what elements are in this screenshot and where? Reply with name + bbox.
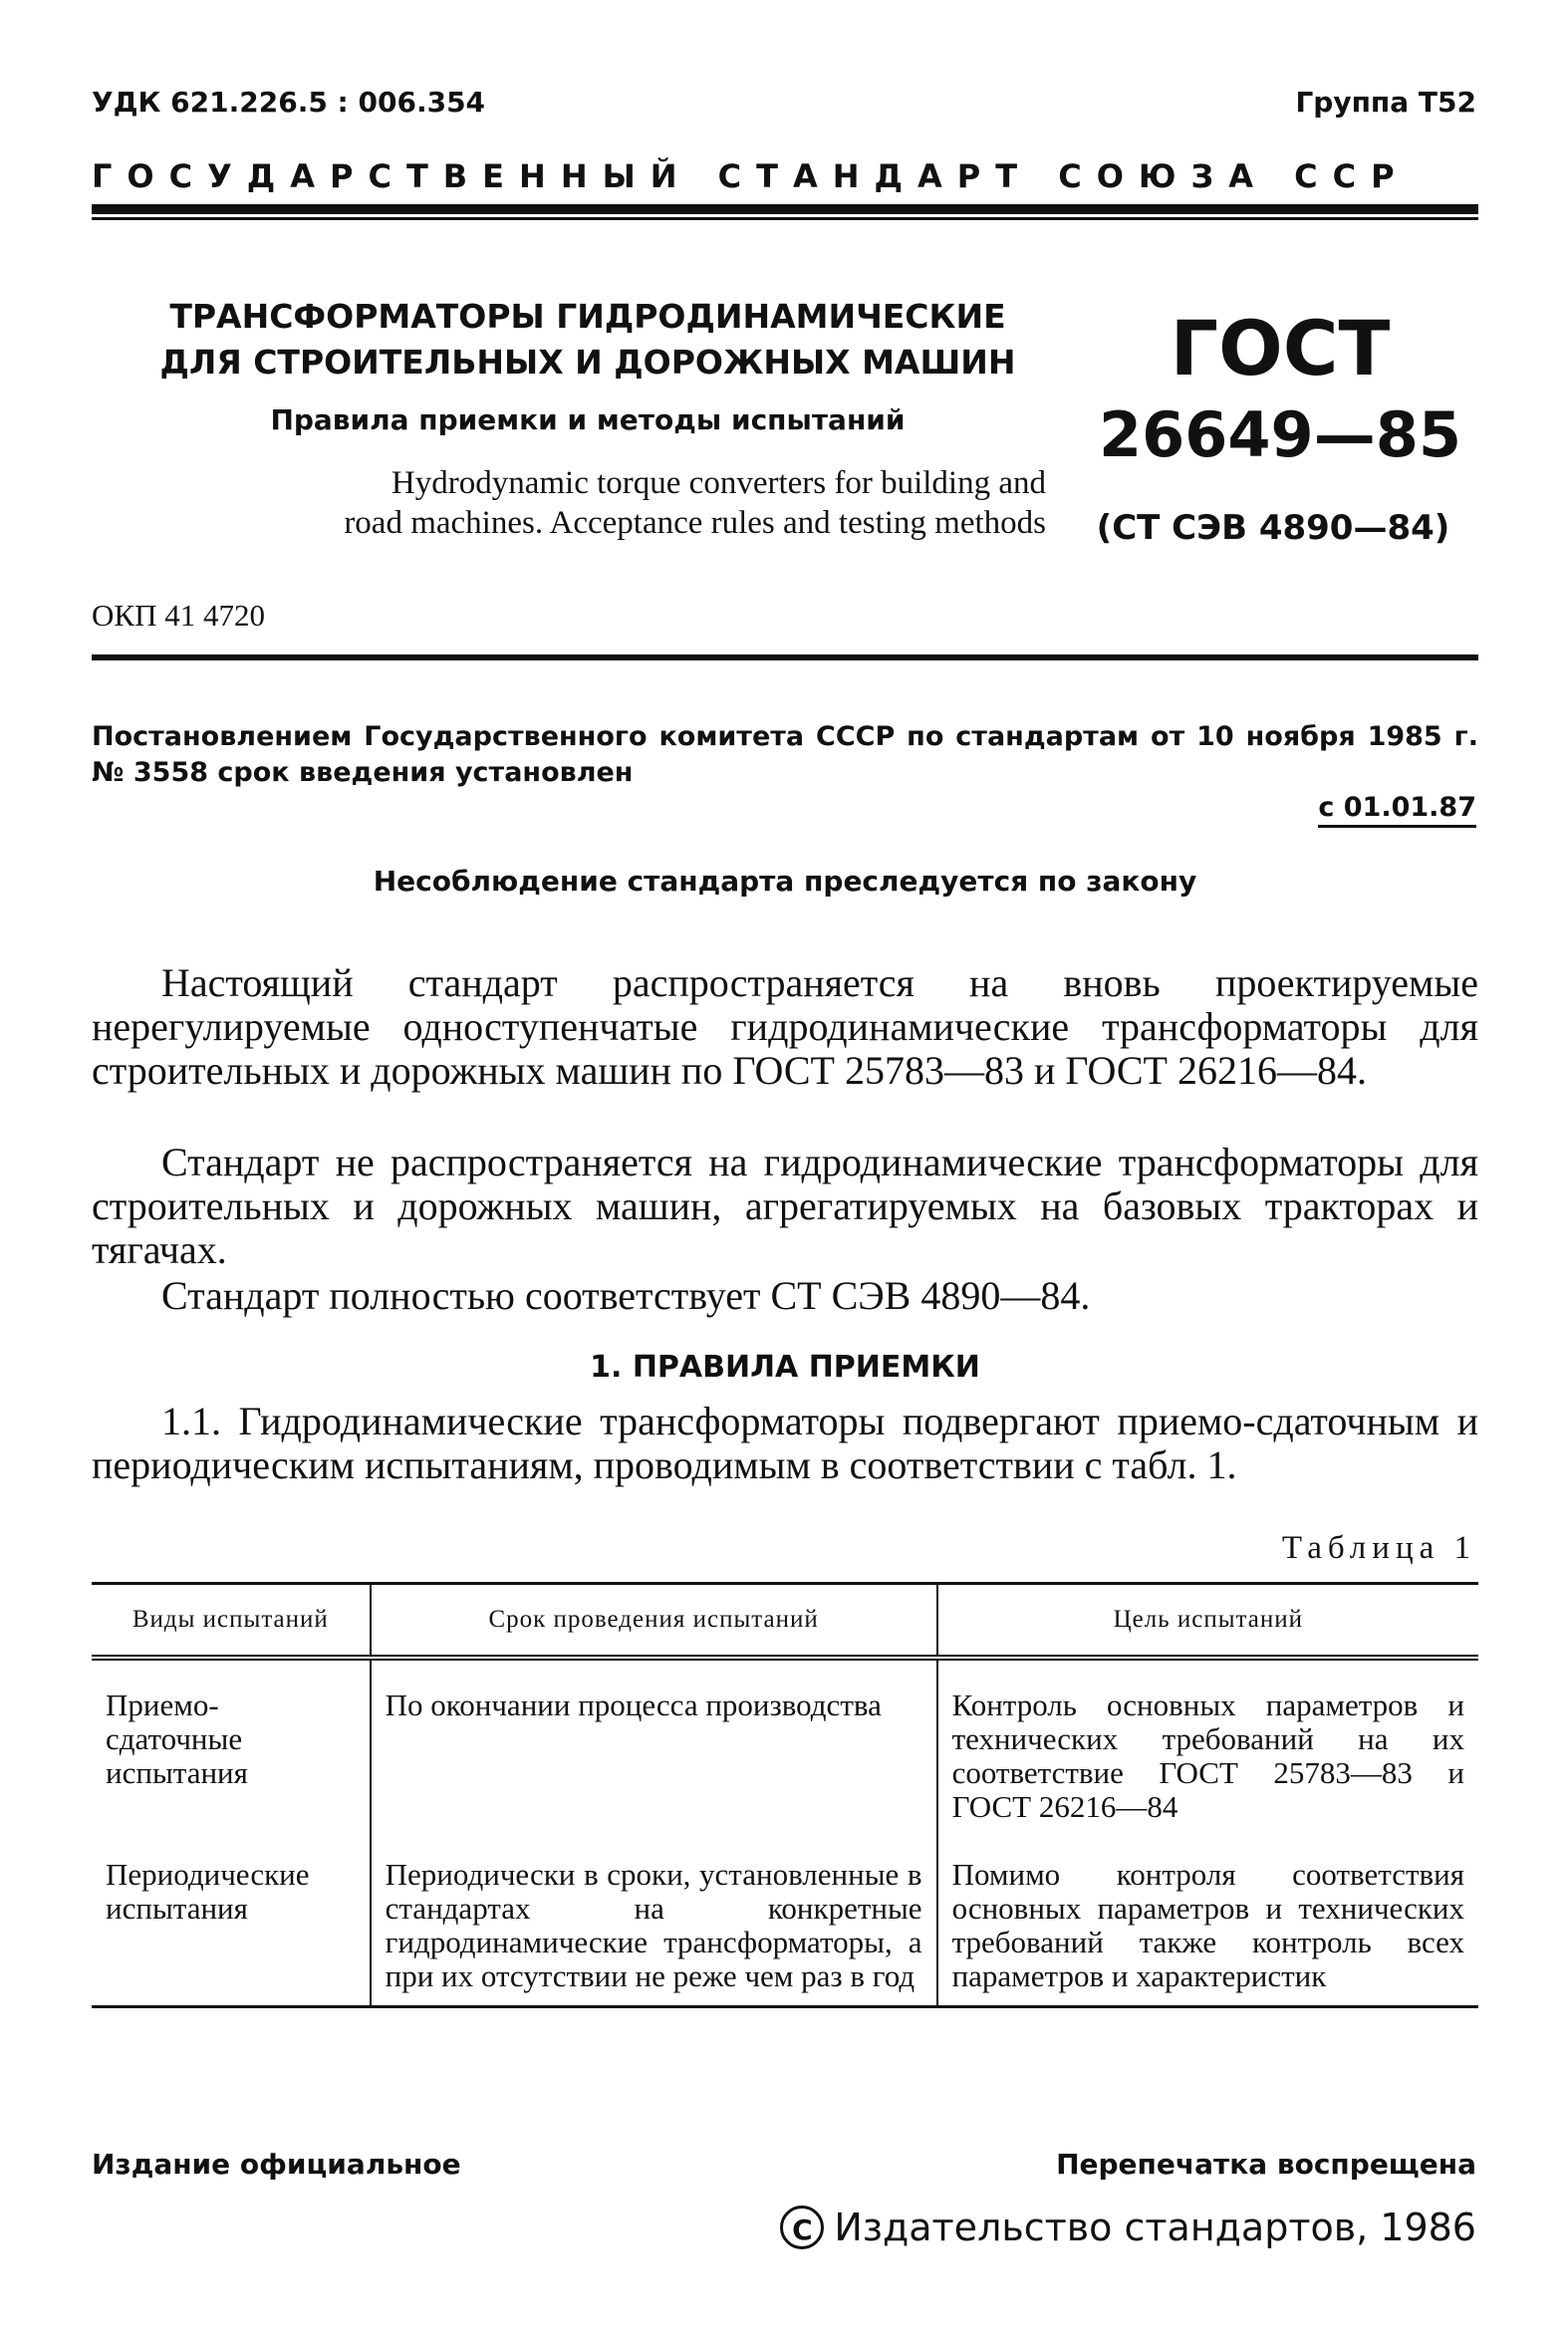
column-header: Срок проведения испытаний [371, 1584, 937, 1659]
gost-number: 26649—85 [1099, 398, 1461, 471]
copyright-icon: C [780, 2206, 824, 2249]
column-header: Цель испытаний [937, 1584, 1478, 1659]
official-edition-label: Издание официальное [92, 2148, 461, 2181]
legal-notice: Несоблюдение стандарта преследуется по закону [373, 865, 1197, 898]
document-subtitle: Правила приемки и методы испытаний [270, 403, 906, 436]
table-cell: Периодически в сроки, установленные в стандартах на конкретные гидродинамические трансформаторы, а при их отсутствии не реже чем раз в год [371, 1828, 937, 2007]
exclusion-paragraph [92, 1141, 1478, 1272]
sev-reference: (СТ СЭВ 4890—84) [1096, 508, 1450, 548]
section-rule [92, 654, 1478, 660]
decree-text: Постановлением Государственного комитета СССР по стандартам от 10 ноября 1985 г. № 3558 срок введения установлен [92, 721, 1478, 788]
column-header: Виды испытаний [131, 1606, 329, 1633]
udc-code: УДК 621.226.5 : 006.354 [92, 86, 486, 119]
table-row [92, 1658, 1478, 1828]
title-line-1: ТРАНСФОРМАТОРЫ ГИДРОДИНАМИЧЕСКИЕ [169, 297, 1006, 336]
english-title [149, 463, 1046, 543]
gost-label: ГОСТ [1170, 304, 1391, 392]
english-title-line-1: Hydrodynamic torque converters for building and [391, 465, 1046, 501]
group-code: Группа Т52 [1295, 86, 1476, 119]
okp-code: ОКП 41 4720 [92, 598, 265, 633]
conformity-text: Стандарт полностью соответствует СТ СЭВ 4890—84. [161, 1273, 1091, 1318]
publisher-copyright [780, 2206, 1476, 2249]
tests-table [92, 1582, 1478, 2008]
table-header-row [92, 1584, 1478, 1659]
table-cell: Периодические испытания [106, 1857, 310, 1926]
english-title-line-2: road machines. Acceptance rules and testing methods [344, 505, 1046, 541]
scope-text: Настоящий стандарт распространяется на вновь проектируемые нерегулируемые одноступенчатые гидродинамические трансформаторы для строительных и дорожных машин по ГОСТ 25783—83 и ГОСТ 26216—84. [92, 960, 1478, 1093]
table-cell: Помимо контроля соответствия основных параметров и технических требований также контроль всех параметров и характеристик [937, 1828, 1478, 2007]
section-heading: 1. ПРАВИЛА ПРИЕМКИ [590, 1350, 980, 1385]
table-cell: По окончании процесса производства [371, 1658, 937, 1828]
clause-1-1 [92, 1400, 1478, 1487]
header-rule-thin [92, 217, 1478, 220]
exclusion-text: Стандарт не распространяется на гидродинамические трансформаторы для строительных и дорожных машин, агрегатируемых на базовых тракторах и тягачах. [92, 1140, 1478, 1272]
table-caption: Таблица 1 [1281, 1530, 1476, 1566]
document-title [149, 294, 1026, 386]
clause-1-1-text: 1.1. Гидродинамические трансформаторы подвергают приемо-сдаточным и периодическим испытаниям, проводимым в соответствии с табл. 1. [92, 1399, 1478, 1487]
conformity-paragraph [92, 1274, 1478, 1318]
header-rule [92, 204, 1478, 214]
reprint-prohibited-label: Перепечатка воспрещена [1056, 2148, 1476, 2181]
effective-date: с 01.01.87 [1318, 792, 1476, 828]
scope-paragraph [92, 961, 1478, 1093]
table-row [92, 1828, 1478, 2007]
table-cell: Приемо-сдаточные испытания [106, 1687, 248, 1790]
title-line-2: ДЛЯ СТРОИТЕЛЬНЫХ И ДОРОЖНЫХ МАШИН [159, 343, 1016, 382]
table-cell: Контроль основных параметров и технических требований на их соответствие ГОСТ 25783—83 и ГОСТ 26216—84 [937, 1658, 1478, 1828]
publisher-name: Издательство стандартов, 1986 [834, 2206, 1476, 2249]
state-standard-banner: ГОСУДАРСТВЕННЫЙ СТАНДАРТ СОЮЗА ССР [92, 157, 1410, 195]
